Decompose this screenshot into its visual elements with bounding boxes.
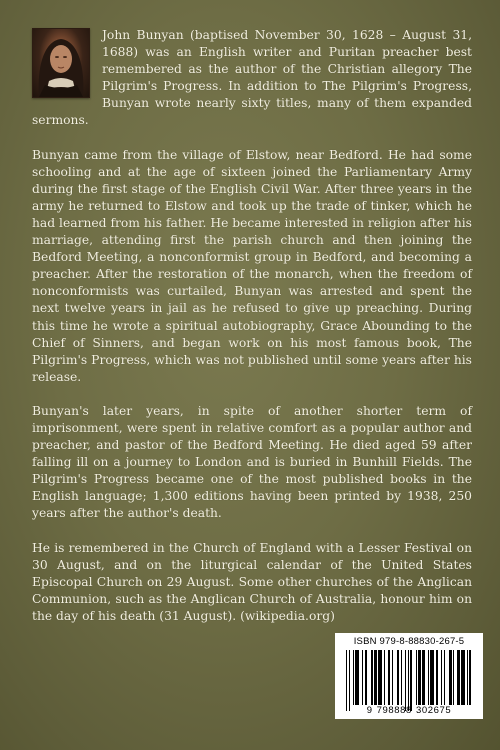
- barcode-bar: [346, 650, 347, 711]
- barcode-bar: [444, 650, 445, 705]
- barcode-bar: [428, 650, 429, 705]
- barcode-bar: [365, 650, 368, 705]
- barcode-bar: [397, 650, 400, 705]
- barcode-bar: [467, 650, 468, 705]
- barcode-bar: [441, 650, 442, 705]
- barcode-bar: [469, 650, 470, 705]
- barcode-bar: [362, 650, 363, 705]
- barcode-bar: [453, 650, 454, 705]
- barcode-bar: [416, 650, 417, 705]
- barcode-bar: [388, 650, 391, 705]
- barcode-bar: [374, 650, 377, 705]
- barcode-bar: [408, 650, 409, 711]
- bio-paragraph: Bunyan came from the village of Elstow, near Bedford. He had some schooling and at the age of sixteen joined the Parliamentary Army during the first stage of the English Civil War. After three years in the army he returned to Elstow and took up the trade of tinker, which he had learned from his father. He became interested in religion after his marriage, attending first the parish church and then joining the Bedford Meeting, a nonconformist group in Bedford, and becoming a preacher. After the restoration of the monarch, when the freedom of nonconformists was curtailed, Bunyan was arrested and spent the next twelve years in jail as he refused to give up preaching. During this time he wrote a spiritual autobiography, Grace Abounding to the Chief of Sinners, and began work on his most famous book, The Pilgrim's Progress, which was not published until some years after his release.: [32, 147, 472, 384]
- author-biography: [32, 27, 472, 642]
- barcode-bar: [353, 650, 354, 705]
- barcode-bar: [349, 650, 350, 711]
- barcode-digits-right: 302675: [415, 705, 452, 716]
- bio-paragraph: Bunyan's later years, in spite of another shorter term of imprisonment, were spent in relative comfort as a popular author and preacher, and pastor of the Bedford Meeting. He died aged 59 after falling ill on a journey to London and is buried in Bunhill Fields. The Pilgrim's Progress became one of the most published books in the English language; 1,300 editions having been printed by 1938, 250 years after the author's death.: [32, 403, 472, 521]
- barcode-digits-left: 798888: [376, 705, 412, 716]
- isbn-label: ISBN 979-8-88830-267-5: [353, 636, 465, 647]
- bio-paragraph: He is remembered in the Church of England with a Lesser Festival on 30 August, and on the liturgical calendar of the United States Episcopal Church on 29 August. Some other churches of the Anglican Communion, such as the Anglican Church of Australia, honour him on the day of his death (31 August). (wikipedia.org): [32, 540, 472, 623]
- barcode-bar: [371, 650, 372, 705]
- barcode-bar: [384, 650, 385, 705]
- barcode-bar: [401, 650, 402, 705]
- barcode-bar: [461, 650, 465, 705]
- barcode-bar: [418, 650, 421, 705]
- barcode-bar: [457, 650, 460, 705]
- barcode-bar: [378, 650, 382, 705]
- barcode-bar: [449, 650, 452, 705]
- barcode-bar: [405, 650, 406, 711]
- barcode-bar: [422, 650, 425, 705]
- barcode-bar: [410, 650, 411, 711]
- barcode-bar: [355, 650, 359, 705]
- bio-paragraph-1-text: John Bunyan (baptised November 30, 1628 – August 31, 1688) was an English writer and Puritan preacher best remembered as the author of the Christian allegory The Pilgrim's Progress. In addition to The Pilgrim's Progress, Bunyan wrote nearly sixty titles, many of them expanded sermons.: [32, 28, 472, 128]
- barcode-digits: [335, 705, 483, 716]
- barcode-digit-first: 9: [366, 705, 373, 716]
- barcode-bar: [436, 650, 439, 705]
- barcode-bar: [430, 650, 434, 705]
- barcode-bar: [392, 650, 393, 705]
- portrait-wrap-spacer: [32, 27, 96, 101]
- bio-paragraph: [32, 27, 472, 130]
- isbn-barcode: [335, 633, 483, 719]
- barcode-bars: [346, 650, 472, 705]
